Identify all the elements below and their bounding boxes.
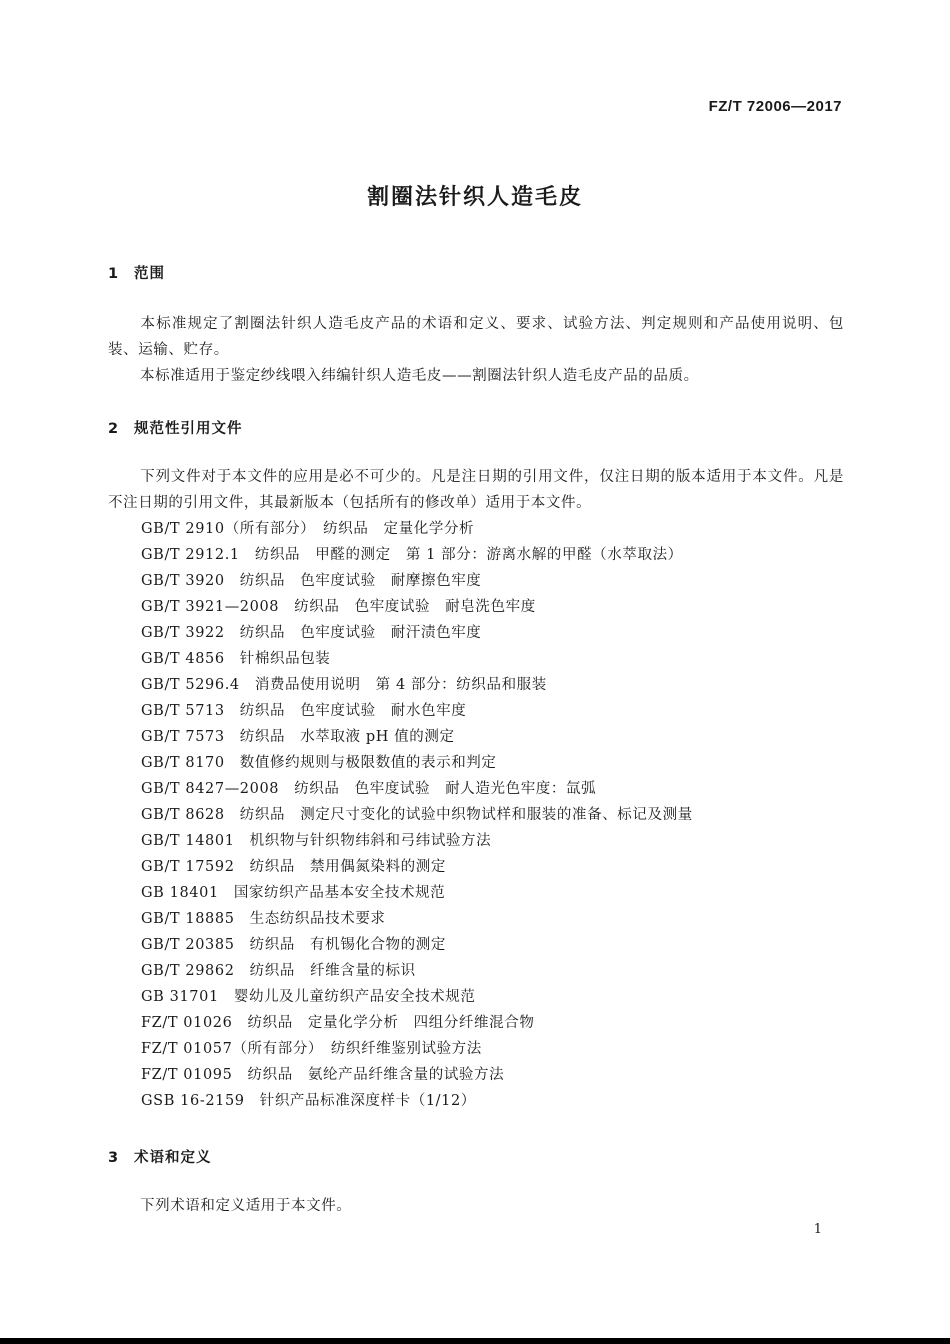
section-title: 规范性引用文件 (134, 421, 243, 437)
section-title: 术语和定义 (134, 1150, 212, 1166)
bottom-border (0, 1338, 950, 1344)
reference-item: GB 31701 婴幼儿及儿童纺织产品安全技术规范 (141, 989, 476, 1005)
section-2-heading (108, 417, 243, 438)
section-number: 3 (108, 1150, 120, 1166)
paragraph-text: 本标准规定了割圈法针织人造毛皮产品的术语和定义、要求、试验方法、判定规则和产品使用说明、包装、运输、贮存。 (108, 316, 844, 358)
reference-item: GB/T 2912.1 纺织品 甲醛的测定 第 1 部分：游离水解的甲醛（水萃取法） (141, 547, 683, 563)
standard-number: FZ/T 72006—2017 (708, 98, 842, 115)
paragraph-text: 下列术语和定义适用于本文件。 (140, 1198, 352, 1214)
reference-item: FZ/T 01026 纺织品 定量化学分析 四组分纤维混合物 (141, 1015, 535, 1031)
reference-item: GSB 16-2159 针织产品标准深度样卡（1/12） (141, 1093, 476, 1109)
section-3-paragraph-1 (108, 1193, 844, 1219)
section-number: 1 (108, 266, 120, 282)
reference-item: GB/T 3922 纺织品 色牢度试验 耐汗渍色牢度 (141, 625, 482, 641)
section-2-paragraph-1 (108, 464, 844, 516)
section-1-paragraph-1 (108, 311, 844, 363)
reference-item: GB/T 8628 纺织品 测定尺寸变化的试验中织物试样和服装的准备、标记及测量 (141, 807, 693, 823)
section-title: 范围 (134, 266, 165, 282)
section-3-heading (108, 1146, 212, 1167)
paragraph-text: 下列文件对于本文件的应用是必不可少的。凡是注日期的引用文件，仅注日期的版本适用于本文件。凡是不注日期的引用文件，其最新版本（包括所有的修改单）适用于本文件。 (108, 469, 844, 511)
reference-item: GB/T 17592 纺织品 禁用偶氮染料的测定 (141, 859, 446, 875)
page-number: 1 (813, 1222, 822, 1237)
reference-item: GB/T 18885 生态纺织品技术要求 (141, 911, 386, 927)
reference-item: GB/T 5713 纺织品 色牢度试验 耐水色牢度 (141, 703, 467, 719)
normative-references-list (141, 516, 693, 1114)
reference-item: GB 18401 国家纺织产品基本安全技术规范 (141, 885, 446, 901)
reference-item: GB/T 8427—2008 纺织品 色牢度试验 耐人造光色牢度：氙弧 (141, 781, 597, 797)
reference-item: FZ/T 01095 纺织品 氨纶产品纤维含量的试验方法 (141, 1067, 505, 1083)
reference-item: GB/T 5296.4 消费品使用说明 第 4 部分：纺织品和服装 (141, 677, 547, 693)
section-number: 2 (108, 421, 120, 437)
document-title: 割圈法针织人造毛皮 (366, 185, 583, 210)
paragraph-text: 本标准适用于鉴定纱线喂入纬编针织人造毛皮——割圈法针织人造毛皮产品的品质。 (140, 368, 699, 384)
reference-item: FZ/T 01057（所有部分） 纺织纤维鉴别试验方法 (141, 1041, 482, 1057)
reference-item: GB/T 3921—2008 纺织品 色牢度试验 耐皂洗色牢度 (141, 599, 536, 615)
reference-item: GB/T 4856 针棉织品包装 (141, 651, 331, 667)
reference-item: GB/T 8170 数值修约规则与极限数值的表示和判定 (141, 755, 497, 771)
reference-item: GB/T 29862 纺织品 纤维含量的标识 (141, 963, 416, 979)
reference-item: GB/T 3920 纺织品 色牢度试验 耐摩擦色牢度 (141, 573, 482, 589)
reference-item: GB/T 2910（所有部分） 纺织品 定量化学分析 (141, 521, 475, 537)
reference-item: GB/T 20385 纺织品 有机锡化合物的测定 (141, 937, 446, 953)
reference-item: GB/T 14801 机织物与针织物纬斜和弓纬试验方法 (141, 833, 492, 849)
reference-item: GB/T 7573 纺织品 水萃取液 pH 值的测定 (141, 729, 455, 745)
section-1-paragraph-2 (108, 363, 844, 389)
section-1-heading (108, 262, 165, 283)
